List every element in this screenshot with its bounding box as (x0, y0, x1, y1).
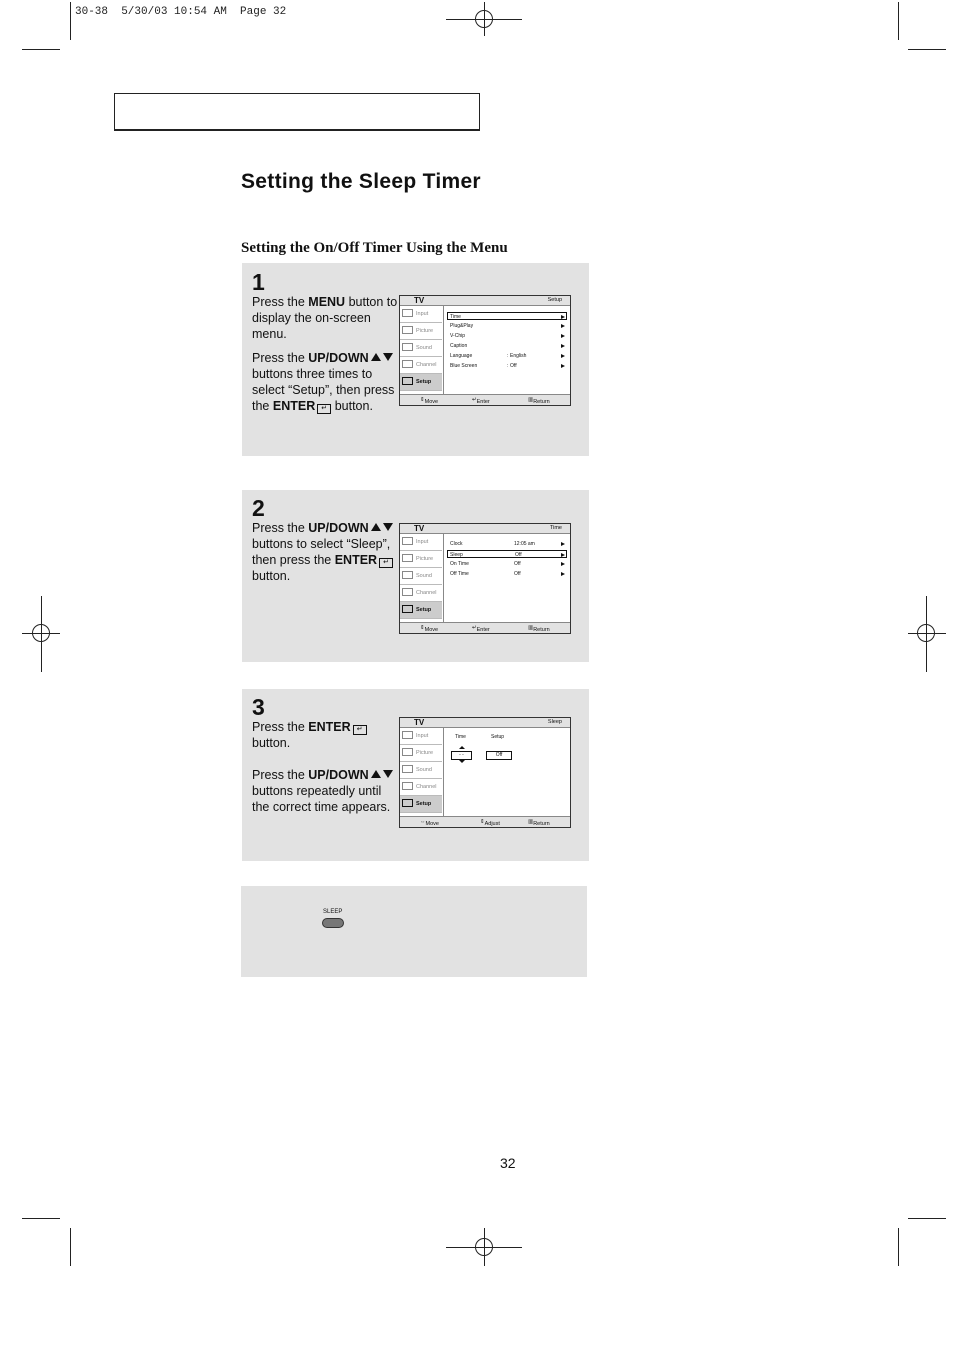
crop-mark (70, 1228, 71, 1266)
arrow-down-icon (383, 770, 393, 778)
step-number: 2 (252, 495, 265, 521)
header-box (114, 93, 480, 131)
arrow-down-icon (383, 353, 393, 361)
crop-mark (22, 1218, 60, 1219)
setup-icon (402, 377, 413, 385)
step-number: 1 (252, 269, 265, 295)
column-setup: Setup (491, 734, 505, 740)
menu-row-off-time: Off Time Off (448, 570, 566, 578)
channel-icon (402, 782, 413, 790)
arrow-down-icon (459, 760, 465, 763)
menu-row-caption: Caption (448, 342, 566, 350)
tv-screen-sleep: TV Sleep Input Picture Sound Channel Setup Time Setup - - Off ⇔ Move ⇕ Adjust ▥ Return (399, 717, 571, 828)
arrow-up-icon (371, 770, 381, 778)
tv-sidebar: Input Picture Sound Channel Setup (400, 306, 444, 394)
tv-bottom-bar: ⇔ Move ⇕ Adjust ▥ Return (400, 816, 570, 827)
note-panel (241, 886, 587, 977)
menu-row-sleep: Sleep Off (447, 550, 567, 558)
menu-row-on-time: On Time Off (448, 560, 566, 568)
registration-mark (917, 624, 935, 642)
step-panel-3 (242, 689, 589, 861)
menu-row-blue-screen: Blue Screen : Off (448, 362, 566, 370)
crop-mark (898, 1228, 899, 1266)
crop-mark (22, 49, 60, 50)
step-instructions: Press the ENTER ↵ button. Press the UP/DOWN buttons repeatedly until the correct time appears. (252, 719, 402, 823)
page-title: Setting the Sleep Timer (241, 170, 481, 193)
sleep-time-field: - - (451, 751, 472, 760)
tv-bottom-bar: ⇕ Move ↵ Enter ▥ Return (400, 394, 570, 405)
column-time: Time (455, 734, 466, 740)
step-panel-1 (242, 263, 589, 456)
channel-icon (402, 588, 413, 596)
channel-icon (402, 360, 413, 368)
step-instructions: Press the MENU button to display the on-screen menu. Press the UP/DOWN buttons three times to select “Setup”, then press the ENTER ↵ button. (252, 295, 398, 413)
sleep-button-label: SLEEP (323, 909, 343, 915)
enter-icon: ↵ (317, 404, 331, 414)
sound-icon (402, 765, 413, 773)
registration-mark (475, 1238, 493, 1256)
page-number: 32 (500, 1155, 516, 1171)
sound-icon (402, 343, 413, 351)
menu-row-language: Language : English (448, 352, 566, 360)
step-instructions: Press the UP/DOWN buttons to select “Sleep”, then press the ENTER ↵ button. (252, 520, 402, 592)
sound-icon (402, 571, 413, 579)
print-slug: 30-38 5/30/03 10:54 AM Page 32 (75, 6, 287, 18)
enter-icon: ↵ (353, 725, 367, 735)
tv-screen-time: TV Time Input Picture Sound Channel Setup Clock 12:05 am Sleep Off On Time Off Off Time Off ⇕ Move ↵ Enter ▥ Return (399, 523, 571, 634)
menu-row-clock: Clock 12:05 am (448, 540, 566, 548)
tv-sidebar: Input Picture Sound Channel Setup (400, 728, 444, 816)
enter-icon: ↵ (379, 558, 393, 568)
tv-screen-setup: TV Setup Input Picture Sound Channel Setup Time Plug&Play V-Chip Caption Language : English Blue Screen : Off ⇕ Move ↵ Enter ▥ Return (399, 295, 571, 406)
arrow-down-icon (383, 523, 393, 531)
registration-mark (475, 10, 493, 28)
picture-icon (402, 326, 413, 334)
arrow-up-icon (371, 353, 381, 361)
setup-icon (402, 799, 413, 807)
crop-mark (70, 2, 71, 40)
registration-mark (32, 624, 50, 642)
tv-sidebar: Input Picture Sound Channel Setup (400, 534, 444, 622)
crop-mark (908, 49, 946, 50)
input-icon (402, 731, 413, 739)
sleep-setup-field: Off (486, 751, 512, 760)
menu-row-vchip: V-Chip (448, 332, 566, 340)
input-icon (402, 309, 413, 317)
input-icon (402, 537, 413, 545)
step-number: 3 (252, 694, 265, 720)
tv-bottom-bar: ⇕ Move ↵ Enter ▥ Return (400, 622, 570, 633)
arrow-up-icon (459, 746, 465, 749)
sleep-button-icon (322, 918, 344, 928)
picture-icon (402, 554, 413, 562)
menu-row-time: Time (447, 312, 567, 320)
step-panel-2 (242, 490, 589, 662)
menu-row-plugplay: Plug&Play (448, 322, 566, 330)
setup-icon (402, 605, 413, 613)
crop-mark (898, 2, 899, 40)
crop-mark (908, 1218, 946, 1219)
picture-icon (402, 748, 413, 756)
section-subtitle: Setting the On/Off Timer Using the Menu (241, 240, 508, 256)
arrow-up-icon (371, 523, 381, 531)
